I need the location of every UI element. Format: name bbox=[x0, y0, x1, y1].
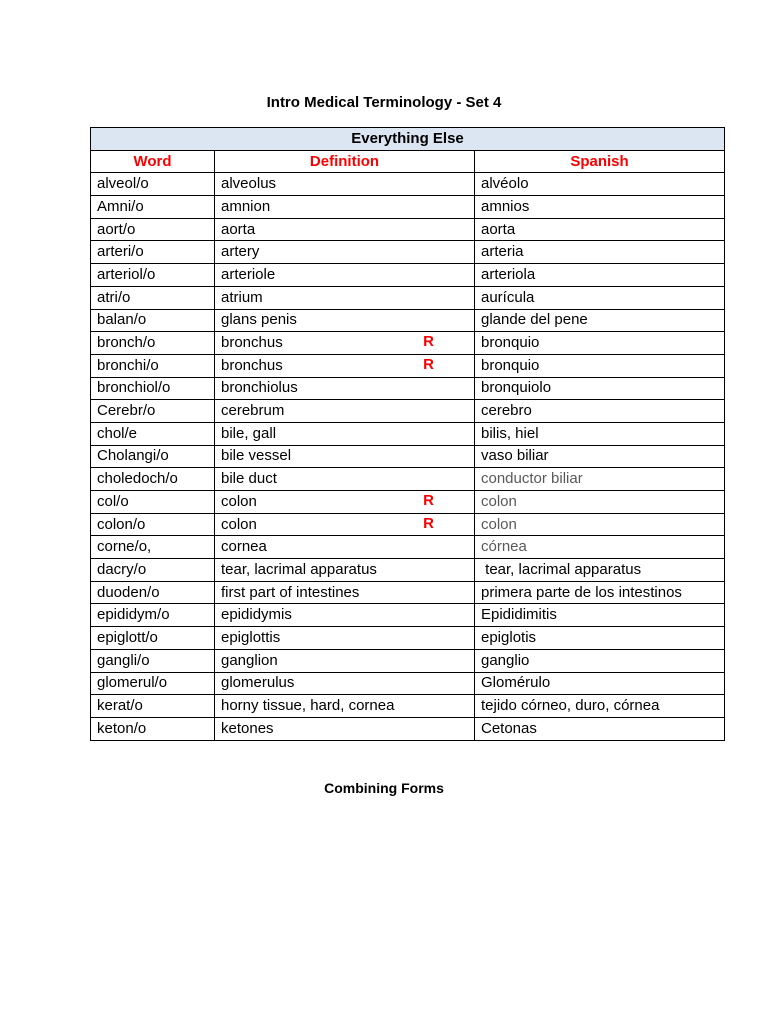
column-header-row bbox=[91, 150, 725, 173]
word-cell: duoden/o bbox=[91, 581, 215, 604]
definition-text: cerebrum bbox=[221, 402, 285, 420]
definition-cell bbox=[215, 400, 475, 423]
table-row bbox=[91, 536, 725, 559]
table-row bbox=[91, 513, 725, 536]
r-marker: R bbox=[423, 514, 434, 532]
table-row bbox=[91, 717, 725, 740]
table-row bbox=[91, 354, 725, 377]
definition-text: ganglion bbox=[221, 651, 278, 669]
definition-cell bbox=[215, 581, 475, 604]
definition-text: colon bbox=[221, 515, 257, 533]
definition-cell bbox=[215, 536, 475, 559]
definition-text: bile, gall bbox=[221, 424, 277, 442]
r-marker: R bbox=[423, 492, 434, 509]
word-cell: keton/o bbox=[91, 717, 215, 740]
word-cell: dacry/o bbox=[91, 559, 215, 582]
word-cell: col/o bbox=[91, 491, 215, 514]
definition-text: cornea bbox=[221, 538, 267, 556]
word-cell: bronch/o bbox=[91, 332, 215, 355]
definition-text: atrium bbox=[221, 288, 263, 306]
spanish-cell: ganglio bbox=[475, 649, 725, 672]
word-cell: arteriol/o bbox=[91, 264, 215, 287]
spanish-cell: aurícula bbox=[475, 286, 725, 309]
table-row bbox=[91, 559, 725, 582]
column-header-spanish: Spanish bbox=[475, 150, 725, 173]
table-row bbox=[91, 491, 725, 514]
spanish-cell: aorta bbox=[475, 218, 725, 241]
spanish-cell: arteria bbox=[475, 241, 725, 264]
definition-cell bbox=[215, 218, 475, 241]
spanish-cell: bilis, hiel bbox=[475, 422, 725, 445]
word-cell: alveol/o bbox=[91, 173, 215, 196]
table-row bbox=[91, 264, 725, 287]
table-row bbox=[91, 627, 725, 650]
definition-text: glans penis bbox=[221, 311, 297, 329]
r-marker: R bbox=[423, 355, 434, 373]
word-cell: bronchiol/o bbox=[91, 377, 215, 400]
spanish-cell: colon bbox=[475, 491, 725, 514]
table-row bbox=[91, 445, 725, 468]
definition-cell bbox=[215, 173, 475, 196]
word-cell: colon/o bbox=[91, 513, 215, 536]
definition-cell bbox=[215, 468, 475, 491]
spanish-cell: bronquio bbox=[475, 354, 725, 377]
column-header-definition: Definition bbox=[215, 150, 475, 173]
definition-cell bbox=[215, 332, 475, 355]
table-row bbox=[91, 604, 725, 627]
definition-text: glomerulus bbox=[221, 674, 295, 692]
table-row bbox=[91, 309, 725, 332]
definition-cell bbox=[215, 604, 475, 627]
definition-text: bile duct bbox=[221, 470, 277, 488]
table-row bbox=[91, 196, 725, 219]
vocabulary-table bbox=[90, 127, 725, 741]
definition-cell bbox=[215, 196, 475, 219]
spanish-cell: colon bbox=[475, 513, 725, 536]
definition-cell bbox=[215, 445, 475, 468]
word-cell: Cerebr/o bbox=[91, 400, 215, 423]
definition-text: epididymis bbox=[221, 606, 292, 624]
word-cell: choledoch/o bbox=[91, 468, 215, 491]
table-body bbox=[91, 173, 725, 740]
table-row bbox=[91, 241, 725, 264]
word-cell: gangli/o bbox=[91, 649, 215, 672]
word-cell: Amni/o bbox=[91, 196, 215, 219]
table-row bbox=[91, 218, 725, 241]
section-subheading: Combining Forms bbox=[324, 780, 444, 796]
definition-text: colon bbox=[221, 492, 257, 510]
table-row bbox=[91, 422, 725, 445]
definition-text: bronchus bbox=[221, 334, 283, 352]
table-row bbox=[91, 695, 725, 718]
table-row bbox=[91, 468, 725, 491]
spanish-cell: tejido córneo, duro, córnea bbox=[475, 695, 725, 718]
word-cell: glomerul/o bbox=[91, 672, 215, 695]
word-cell: epididym/o bbox=[91, 604, 215, 627]
word-cell: atri/o bbox=[91, 286, 215, 309]
word-cell: Cholangi/o bbox=[91, 445, 215, 468]
definition-text: epiglottis bbox=[221, 628, 281, 646]
definition-cell bbox=[215, 241, 475, 264]
table-row bbox=[91, 173, 725, 196]
definition-cell bbox=[215, 264, 475, 287]
word-cell: arteri/o bbox=[91, 241, 215, 264]
spanish-cell: tear, lacrimal apparatus bbox=[475, 559, 725, 582]
definition-cell bbox=[215, 672, 475, 695]
word-cell: balan/o bbox=[91, 309, 215, 332]
spanish-cell: Epididimitis bbox=[475, 604, 725, 627]
section-title: Everything Else bbox=[91, 128, 725, 151]
spanish-cell: amnios bbox=[475, 196, 725, 219]
definition-text: bronchus bbox=[221, 356, 283, 374]
definition-cell bbox=[215, 377, 475, 400]
table-row bbox=[91, 672, 725, 695]
section-header-row bbox=[91, 128, 725, 151]
spanish-cell: arteriola bbox=[475, 264, 725, 287]
definition-text: aorta bbox=[221, 220, 256, 238]
word-cell: epiglott/o bbox=[91, 627, 215, 650]
definition-cell bbox=[215, 513, 475, 536]
definition-cell bbox=[215, 354, 475, 377]
definition-text: bile vessel bbox=[221, 447, 292, 465]
definition-text: first part of intestines bbox=[221, 583, 360, 601]
spanish-cell: vaso biliar bbox=[475, 445, 725, 468]
definition-cell bbox=[215, 627, 475, 650]
definition-text: artery bbox=[221, 243, 260, 261]
word-cell: kerat/o bbox=[91, 695, 215, 718]
word-cell: corne/o, bbox=[91, 536, 215, 559]
spanish-cell: bronquiolo bbox=[475, 377, 725, 400]
definition-cell bbox=[215, 695, 475, 718]
spanish-cell: Cetonas bbox=[475, 717, 725, 740]
r-marker: R bbox=[423, 333, 434, 351]
word-cell: aort/o bbox=[91, 218, 215, 241]
table-row bbox=[91, 400, 725, 423]
table-row bbox=[91, 332, 725, 355]
word-cell: bronchi/o bbox=[91, 354, 215, 377]
definition-text: alveolus bbox=[221, 175, 277, 193]
definition-cell bbox=[215, 717, 475, 740]
definition-cell bbox=[215, 286, 475, 309]
spanish-cell: conductor biliar bbox=[475, 468, 725, 491]
definition-cell bbox=[215, 491, 475, 514]
spanish-cell: glande del pene bbox=[475, 309, 725, 332]
spanish-cell: primera parte de los intestinos bbox=[475, 581, 725, 604]
definition-text: tear, lacrimal apparatus bbox=[221, 560, 377, 578]
definition-cell bbox=[215, 649, 475, 672]
definition-cell bbox=[215, 559, 475, 582]
spanish-cell: epiglotis bbox=[475, 627, 725, 650]
table-row bbox=[91, 581, 725, 604]
page-title: Intro Medical Terminology - Set 4 bbox=[266, 94, 502, 111]
spanish-cell: Glomérulo bbox=[475, 672, 725, 695]
definition-text: ketones bbox=[221, 719, 274, 737]
spanish-cell: córnea bbox=[475, 536, 725, 559]
definition-cell bbox=[215, 309, 475, 332]
definition-text: amnion bbox=[221, 197, 271, 215]
definition-text: horny tissue, hard, cornea bbox=[221, 697, 395, 715]
table-row bbox=[91, 377, 725, 400]
spanish-cell: cerebro bbox=[475, 400, 725, 423]
spanish-cell: alvéolo bbox=[475, 173, 725, 196]
table-row bbox=[91, 649, 725, 672]
spanish-cell: bronquio bbox=[475, 332, 725, 355]
column-header-word: Word bbox=[91, 150, 215, 173]
definition-text: bronchiolus bbox=[221, 379, 298, 397]
definition-text: arteriole bbox=[221, 265, 276, 283]
table-row bbox=[91, 286, 725, 309]
definition-cell bbox=[215, 422, 475, 445]
word-cell: chol/e bbox=[91, 422, 215, 445]
